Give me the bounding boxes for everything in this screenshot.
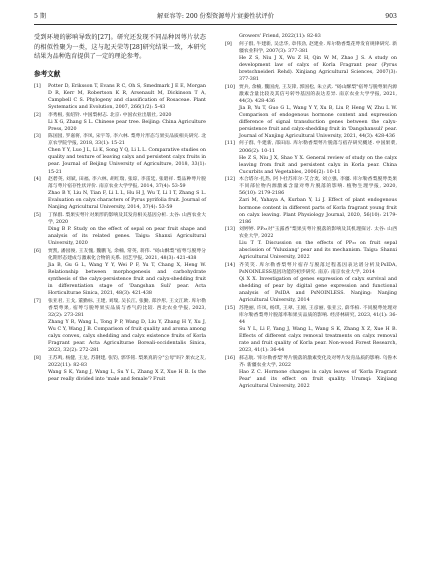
reference-list-left <box>34 83 206 383</box>
reference-text: 郝志航. '库尔勒香梨'萼片脱落的激素变化及对萼片发育品质的影响. 乌鲁木齐: 新疆农业大学, 2022 <box>239 355 397 368</box>
reference-number: [11] <box>225 141 235 147</box>
reference-number: [6] <box>34 248 41 254</box>
reference-number: [12] <box>225 177 235 183</box>
reference-text: Ding B P. Study on the effect of sepal on pear fruit shape and analysis of its related genes. Taigu: Shanxi Agricultural University, 2020 <box>48 227 206 247</box>
reference-number: [7] <box>34 298 41 304</box>
reference-number: [2] <box>34 112 41 118</box>
reference-number: [10] <box>225 84 235 90</box>
reference-text: 王苏鸣, 杨健, 王龙, 苏钢建, 张钧, 郭华铭. 梨果真的分"公母"吗? 果农之友, 2022(11): 82-83 <box>48 355 206 368</box>
reference-text: Potter D, Eriksson T, Evans R C, Oh S, Smedmark J E E, Morgan D R, Kerr M, Robertson K R, Arsenault M, Dickinson T A, Campbell C S. Phylogeny and classification of Rosaceae. Plant Systematics and Evolution, 2007, 266(1/2): 5-43 <box>48 83 206 110</box>
reference-text: 丁保群. 梨果实萼片对果形的影响及其发育相关基因分析. 太谷: 山西农业大学, 2020 <box>48 213 206 226</box>
reference-item <box>225 262 397 304</box>
reference-number: [8] <box>34 355 41 361</box>
reference-number: [14] <box>225 263 235 269</box>
reference-text: 李秀根, 张绍铃. 中国梨树志. 北京: 中国农业出版社, 2020 <box>48 112 172 118</box>
reference-text: He Z S, Niu J X, Wu Z H, Qin W M, Zhao J S. A study on development law of calyx of Korla Fragrant pear (Pyrus bretschneideri Rehd). Xinjiang Agricultural Sciences, 2007(3): 377-381 <box>239 55 397 82</box>
reference-text: He Z S, Niu J X, Shao Y X. General review of study on the calyx leaving from fruit and persistent calyx in Korla pear. China Cucurbits and Vegetables, 2006(2): 10-11 <box>239 155 397 175</box>
reference-text: 木合塔尔·扎热, 阿卜杜苏库尔·艾合麦, 刘立强, 李疆. 库尔勒香梨脱萼类果不同部位物内源激素含量对萼片脱落的影响. 植物生理学报, 2020, 56(10): 2179-2186 <box>239 177 397 197</box>
reference-text: 齐笑笑. 库尔勒香梨萼片宿存与脱落过程基因表达谱分析及PsIDA, PsNOINLESS基因功能的初步研究. 南京: 南京农业大学, 2014 <box>239 263 397 276</box>
page-number: 903 <box>385 13 397 20</box>
reference-text: Jia B, Yu T, Guo G L, Wang Y Y, Xu B, Liu P, Heng W, Zhu L W. Comparison of endogenous hormone content and expression difference of signal transduction genes between the calyx-persistence fruit and calyx-shedding fruit in 'Dangshansuli' pear. Journal of Nanjing Agricultural University, 2021, 44(3): 428-436 <box>239 105 397 139</box>
reference-text: Growers' Friend, 2022(11): 82-83 <box>239 34 321 39</box>
reference-item <box>34 176 206 211</box>
reference-text: 苏艳丽, 许凤, 杨琪, 王翠, 王刚, 王彦丽, 张亚云, 薛华柏. 不同脱萼处理对库尔勒香梨萼片脱落率和果实品质的影响. 经济林研究, 2023, 41(1): 36-44 <box>239 305 397 326</box>
reference-text: Hao Z C. Hormone changes in calyx leaves of 'Korla Fragrant Pear' and its effect on fruit quality. Urumqi: Xinjiang Agricultural University, 2022 <box>239 369 397 390</box>
running-header <box>34 10 397 25</box>
reference-text: 赵碧英, 刘斌, 田福, 李六林, 胡红瑞, 张琼, 李雷廷, 张昭祥. 梨品种萼片脱落与萼片宿存性状评价. 南京农业大学学报, 2014, 37(4): 53-59 <box>48 177 206 190</box>
reference-item <box>225 84 397 140</box>
issue-number: 5 期 <box>34 13 47 20</box>
reference-item <box>34 133 206 175</box>
reference-text: Su Y L, Li F, Yang J, Wang L, Wang S K, Zhang X Z, Xue H B. Effects of different calyx removal treatments on calyx removal rate and fruit quality of Korla pear. Non-wood Forest Research, 2023, 41(1): 36-44 <box>239 327 397 354</box>
reference-text: Zhang Y R, Wang L, Tong P P, Wang D, Liu Y, Zhang H Y, Xu J, Wu C Y, Wang J B. Comparison of fruit quality and aroma among calyx convex, calyx shedding and calyx existence fruits of Korla Fragrant pear. Acta Agriculturae Boreali-occidentalis Sinica, 2023, 32(2): 272-281 <box>48 319 206 354</box>
reference-item <box>225 305 397 354</box>
body-paragraph: 受到环境的影响导致的[27]。研究还发现不同品种因萼片状态的相似性聚为一类，这与起天荣等[28]研究结果一致，本研究结果为品种选育提供了一定的理论参考。 <box>34 34 206 61</box>
reference-text: Li X G, Zhang S L. Chinese pear tree. Beijing: China Agriculture Press, 2020 <box>48 119 206 132</box>
reference-number: [16] <box>225 355 235 361</box>
reference-text: 何子群, 牛建新, 邵田雨. 库尔勒香梨萼片脱落与宿存研究概述. 中国果菜, 2006(2): 10-11 <box>239 141 397 154</box>
reference-item <box>34 248 206 297</box>
reference-text: 贾兵, 余楠, 魏国虎, 王友锋, 郭国松, 朱立武. "砀山酥梨"宿萼与脱萼果内源激素含量比较及其信号转导基因的表达差异. 南京农业大学学报, 2021, 44(3): 428-436 <box>239 84 397 104</box>
reference-item <box>34 355 206 383</box>
reference-item <box>34 112 206 133</box>
reference-text: Zari M, Yahaya A, Kurban Y, Li J. Effect of plant endogenous hormone content in different parts of Korla fragrant young fruit on calyx leaving. Plant Physiology Journal, 2020, 56(10): 2179-2186 <box>239 198 397 225</box>
left-column <box>34 33 206 384</box>
reference-text: 贾凯, 潘园俊, 王友愧, 魏鹏飞, 余楠, 常英, 蒋伟. "砀山酥梨"宿萼与脱萼分化期形态建成与激素化合物的关系. 园艺学报, 2021, 48(3): 421-438 <box>48 248 206 261</box>
reference-number: [13] <box>225 227 235 233</box>
reference-item <box>225 355 397 390</box>
reference-text: Chen Y Y, Luo J L, Li K, Song Y Q, Li L L. Comparative studies on quality and texture of leaving calyx and persistent calyx fruits in pear. Journal of Beijing University of Agriculture, 2018, 33(1): 15-21 <box>48 148 206 175</box>
reference-text: Qi X X. Investigation of genes expression of calyx survival and shedding of pear by digital gene expression and functional analysis of PsIDA and PsNOINLESS. Nanjing: Nanjing Agricultural University, 2014 <box>239 277 397 304</box>
reference-number: [3] <box>34 134 41 140</box>
reference-number: [4] <box>34 177 41 183</box>
reference-number: [15] <box>225 305 235 311</box>
reference-text: 陈国园, 罗嘉将, 李凤, 宋宇等, 李六林. 梨萼片形态与果实品质相关研究. 北京农学院学报, 2018, 33(1): 15-21 <box>48 134 206 147</box>
references-heading: 参考文献 <box>34 69 61 78</box>
reference-number: [1] <box>34 83 41 89</box>
reference-item <box>225 33 397 40</box>
reference-number: [9] <box>225 41 232 47</box>
reference-text: 刘婷婷. PP₃₃对"玉露香"梨果实萼片脱落的影响及其机理探讨. 太谷: 山西农业大学, 2022 <box>239 227 397 240</box>
running-title: 解亚容等: 200 份梨资源萼片衰萎性状评价 <box>157 13 274 20</box>
reference-number: [5] <box>34 213 41 218</box>
reference-text: Jia B, Gu G L, Wang Y Y, Wei P F, Yu T, Chang X, Heng W. Relationship between morphogenesis and carbohydrate synthesis of the calyx-persistence fruit and calyx-shedding fruit in differentiation stage of 'Dangshan Suli' pear. Acta Horticulturae Sinica, 2021, 48(3): 421-438 <box>48 262 206 297</box>
reference-text: 张亚君, 王戈, 董勤标, 王建, 刘瑞, 吴长江, 张勤, 郑沙彤, 王文江欧. 库尔勒香梨萼果, 宿萼与脱萼果实品质与香气的比较. 西北农业学报, 2023, 32(2): 273-281 <box>48 298 206 318</box>
reference-item <box>225 41 397 83</box>
reference-text: Zhao B Y, Liu N, Tian F, Li L L, Hu H J, Wu T, Li I T, Zhang S L. Evaluation on calyx characters of Pyrus pyrifolia fruit. Journal of Nanjing Agricultural University, 2014, 37(4): 53-59 <box>48 191 206 211</box>
right-column <box>225 33 397 391</box>
reference-item <box>225 226 397 261</box>
reference-text: Liu T T. Discussion on the effects of PP₃₃ on fruit sepal abscission of 'Yuluxiang' pear and its mechanism. Taigu: Shanxi Agricultural University, 2022 <box>239 241 397 261</box>
reference-item <box>34 83 206 111</box>
reference-list-right <box>225 33 397 390</box>
reference-item <box>34 298 206 354</box>
reference-item <box>34 212 206 247</box>
reference-item <box>225 140 397 175</box>
reference-text: Wang S K, Yang J, Wang L, Su Y L, Zhang X Z, Xue H B. Is the pear really divided into 'male and female'? Fruit <box>48 369 206 382</box>
reference-text: 何子群, 牛建新, 吴忠华, 章伟劲, 赵建业. 库尔勒香梨花萼发育规律研究. 新疆农业科学, 2007(3): 377-381 <box>239 41 397 54</box>
reference-item <box>225 176 397 225</box>
